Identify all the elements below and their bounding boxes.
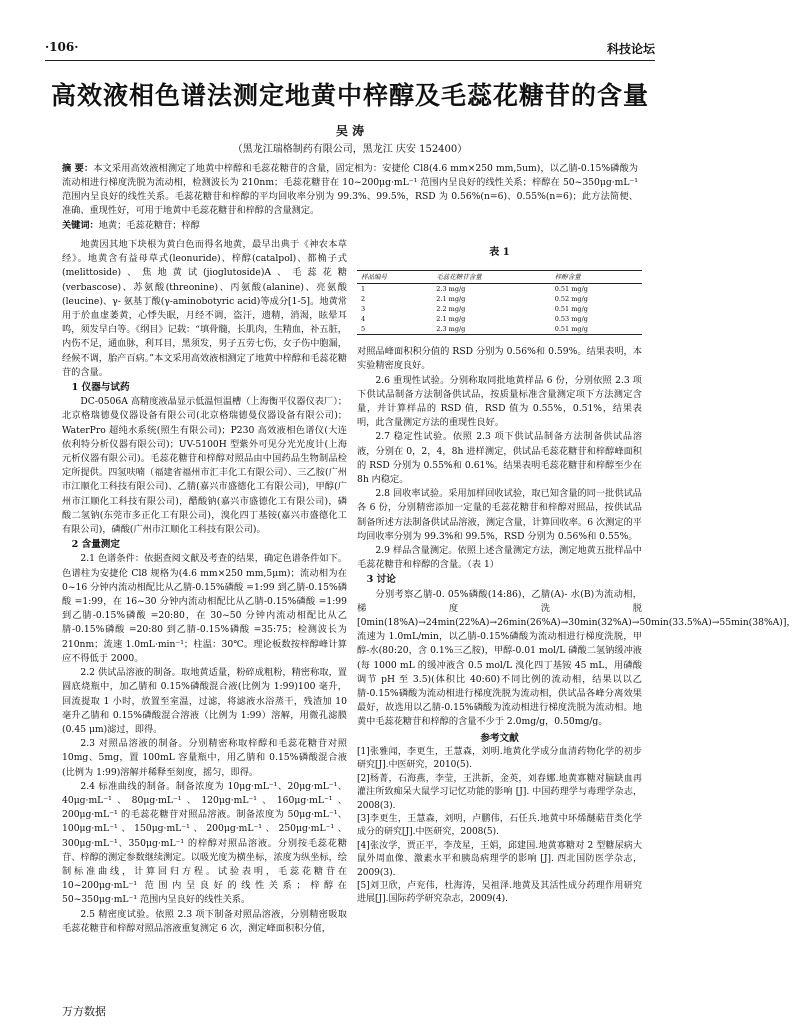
abstract bbox=[62, 162, 638, 233]
page-number: ·106· bbox=[45, 40, 79, 54]
paragraph-2-9: 2.9 样品含量测定。依照上述含量测定方法，测定地黄五批样品中毛蕊花糖苷和梓醇的含量。（表 1） bbox=[357, 545, 642, 571]
paragraph-2-1: 2.1 色谱条件：依据查阅文献及考查的结果，确定色谱条件如下。色谱柱为安捷伦 Cl8 规格为(4.6 mm×250 mm,5μm)；流动相为在 0~16 分钟内流动相配比从乙腈-0.15%磷酸 =1:99 到乙腈-0.15%磷酸 =1:99，在 16~30 分钟内流动相配比从乙腈-0.15%磷酸 =1:99 到乙腈-0.15%磷酸 =20:80，在 30~50 分钟内流动相配比从乙腈-0.15%磷酸 =20:80 到乙腈-0.15%磷酸 =35:75；检测波长为 210nm；流速 1.0mL·min⁻¹；柱温：30℃。理论板数按梓醇峰计算应不得低于 2000。 bbox=[62, 553, 347, 664]
reference-item: [3]李更生，王慧森，刘明，卢鹏伟，石任兵.地黄中环烯醚萜苷类化学成分的研究[J].中医研究，2008(5). bbox=[357, 813, 642, 838]
table-cell: 0.52 mg/g bbox=[554, 295, 588, 304]
intro-paragraph: 地黄因其地下块根为黄白色而得名地黄，最早出典于《神农本草经》。地黄含有益母草式(leonuride)、梓醇(catalpol)、都桷子式(melittoside)、焦地黄试(jioglutoside)A、毛蕊花糖(verbascose)、苏氨酸(threonine)、丙氨酸(alanine)、亮氨酸(leucine)、γ- 氨基丁酸(γ-aminobotyric acid)等成分[1-5]。地黄常用于於血虚萎黄，心悸失眠，月经不调，盗汗，遗精，消渴，眩晕耳鸣，须发早白等。《纲目》记载：“填骨髓，长肌肉，生精血，补五脏，内伤不足，通血脉，利耳目，黑须发，男子五劳七伤，女子伤中胞漏，经候不调，胎产百病。”本文采用高效液相测定了地黄中梓醇和毛蕊花糖苷的含量。 bbox=[62, 239, 347, 378]
keywords-label: 关键词： bbox=[62, 220, 99, 231]
paragraph-2-6: 2.6 重现性试验。分别称取同批地黄样品 6 份，分别依照 2.3 项下供试品制备方法制备供试品，按质量标准含量测定项下方法测定含量，并计算样品的 RSD 值，RSD 值为 0.55%，0.51%，结果表明，此含量测定方法的重现性良好。 bbox=[357, 374, 642, 429]
discussion-paragraph: 分别考察乙腈-0. 05%磷酸(14:86)，乙腈(A)- 水(B)为流动相，梯度洗脱[0min(18%A)→24min(22%A)→26min(26%A)→30min(32%A)→50min(33.5%A)→55min(38%A)]，流速为 1.0mL/min，以乙腈-0.15%磷酸为流动相进行梯度洗脱，甲醇-水(80:20，含 0.1%三乙胺)，甲醇-0.01 mol/L 磷酸二氢钠缓冲液(每 1000 mL 的缓冲液含 0.5 mol/L 溴化四丁基铵 45 mL，用磷酸调节 pH 至 3.5)(体积比 40:60)不同比例的流动相，结果以以乙腈-0.15%磷酸为流动相进行梯度洗脱为流动相，供试品各峰分离效果最好，故选用以乙腈-0.15%磷酸为流动相进行梯度洗脱为流动相。地黄中毛蕊花糖苷和梓醇的含量不少于 2.0mg/g，0.50mg/g。 bbox=[357, 588, 796, 728]
table-cell: 2.3 mg/g bbox=[432, 324, 550, 335]
section-heading-1: 1 仪器与试药 bbox=[71, 382, 130, 394]
page-header bbox=[45, 40, 655, 58]
instruments-paragraph: DC-0506A 高精度液晶显示低温恒温槽（上海衡平仪器仪表厂）；北京格瑞德曼仪器设备有限公司(北京格瑞德曼仪器设备有限公司)；WaterPro 超纯水系统(照生有限公司)；P230 高效液相色谱仪(大连依利特分析仪器有限公司)；UV-5100H 型紫外可见分光光度计(上海元析仪器有限公司)。毛蕊花糖苷和梓醇对照品由中国药品生物制品检定所提供。四氢呋喃（福建省福州市汇丰化工有限公司）、三乙胺(广州市江顺化工科技有限公司)、乙腈(嘉兴市盛德化工有限公司)，甲醇(广州市江顺化工科技有限公司)，醋酸钠(嘉兴市盛德化工有限公司)，磷酸二氢钠(东莞市多正化工有限公司)，溴化四丁基铵(嘉兴市盛德化工有限公司)，磷酸(广州市江顺化工科技有限公司)。 bbox=[62, 396, 347, 536]
table-cell: 0.53 mg/g bbox=[554, 315, 588, 324]
table-header: 样品编号 bbox=[357, 271, 432, 284]
table-row bbox=[357, 324, 642, 335]
table-cell: 2 bbox=[361, 295, 366, 304]
table-cell: 2.1 mg/g bbox=[436, 315, 466, 324]
section-name: 科技论坛 bbox=[606, 42, 655, 56]
reference-item: [1]张雅闻，李更生，王慧森，刘明.地黄化学成分血清药物化学的初步研究[J].中医研究，2010(5). bbox=[357, 746, 642, 771]
table-cell: 3 bbox=[361, 305, 366, 314]
paragraph-2-3: 2.3 对照品溶液的制备。分别精密称取梓醇和毛蕊花糖苷对照 10mg、5mg，置 100mL 容量瓶中，用乙腈和 0.15%磷酸混合液(比例为 1:99)溶解并稀释至刻度，摇匀，即得。 bbox=[62, 738, 347, 778]
section-heading-2: 2 含量测定 bbox=[71, 539, 120, 551]
table-row bbox=[357, 294, 642, 304]
paragraph-2-5: 2.5 精密度试验。依照 2.3 项下制备对照品溶液，分别精密吸取毛蕊花糖苷和梓醇对照品溶液重复测定 6 次，测定峰面积积分值， bbox=[62, 908, 347, 934]
table-row bbox=[357, 314, 642, 324]
table-cell: 5 bbox=[357, 324, 432, 335]
paragraph-2-8: 2.8 回收率试验。采用加样回收试验，取已知含量的同一批供试品各 6 份，分别精密添加一定量的毛蕊花糖苷和梓醇对照品，按供试品制备所述方法制备供试品溶液，测定含量，计算回收率。6 次测定的平均回收率分别为 99.3%和 99.5%，RSD 分别为 0.56%和 0.55%。 bbox=[357, 488, 642, 542]
references-title: 参考文献 bbox=[480, 732, 519, 744]
table-header: 毛蕊花糖苷含量 bbox=[432, 271, 550, 284]
table-cell: 0.51 mg/g bbox=[554, 305, 588, 314]
footer-watermark: 万方数据 bbox=[62, 1005, 106, 1018]
reference-item: [2]杨菁，石海燕，李莹，王洪新，金英，刘春娜.地黄寡糖对脑缺血再灌注所致痴呆大鼠学习记忆功能的影响 [J]. 中国药理学与毒理学杂志，2008(3). bbox=[357, 773, 642, 811]
paragraph-2-2: 2.2 供试品溶液的制备。取地黄适量，粉碎成粗粉，精密称取，置圆底烧瓶中，加乙腈和 0.15%磷酸混合液(比例为 1:99)100 毫升，回流提取 1 小时，放置至室温，过滤，将滤液水浴蒸干，残渣加 10 毫升乙腈和 0.15%磷酸混合溶液（比例为 1:99）溶解，用微孔滤膜(0.45 μm)滤过，即得。 bbox=[62, 667, 347, 735]
reference-item: [5]刘卫欣，卢兖伟，杜海涛，吴祖泽.地黄及其活性成分药理作用研究进展[J].国际药学研究杂志，2009(4). bbox=[357, 880, 642, 905]
article-title: 高效液相色谱法测定地黄中梓醇及毛蕊花糖苷的含量 bbox=[50, 81, 649, 110]
abstract-text: 本文采用高效液相测定了地黄中梓醇和毛蕊花糖苷的含量，固定相为：安捷伦 Cl8(4.6 mm×250 mm,5um)，以乙腈-0.15%磷酸为流动相进行梯度洗脱为流动相，检测波长为 210nm；毛蕊花糖苷在 10~200μg·mL⁻¹ 范围内呈良好的线性关系；梓醇在 50~350μg·mL⁻¹ 范围内呈良好的线性关系。毛蕊花糖苷和梓醇的平均回收率分别为 99.3%、99.5%，RSD 为 0.56%(n=6)、0.55%(n=6)；此方法简便、准确、重现性好，可用于地黄中毛蕊花糖苷和梓醇的含量测定。 bbox=[62, 163, 639, 216]
table-title: 表 1 bbox=[489, 247, 510, 258]
left-column bbox=[62, 238, 347, 936]
author: 吴 涛 bbox=[335, 124, 365, 138]
table-cell: 0.51 mg/g bbox=[554, 285, 588, 294]
paragraph-2-7: 2.7 稳定性试验。依照 2.3 项下供试品制备方法制备供试品溶液，分别在 0，2，4，8h 进样测定，供试品毛蕊花糖苷和梓醇峰面积的 RSD 分别为 0.55%和 0.61%。结果表明毛蕊花糖苷和梓醇至少在 8h 内稳定。 bbox=[357, 431, 642, 486]
table-cell: 1 bbox=[361, 285, 366, 294]
table-cell: 0.51 mg/g bbox=[551, 324, 642, 335]
table-row bbox=[357, 284, 642, 295]
table-cell: 2.1 mg/g bbox=[436, 295, 466, 304]
content-table bbox=[357, 270, 642, 335]
affiliation: （黑龙江瑞格制药有限公司，黑龙江 庆安 152400） bbox=[232, 144, 468, 155]
reference-item: [4]张汝学，贾正平，李茂星，王娟，邱建国.地黄寡糖对 2 型糖尿病大鼠外周血像、激素水平和胰岛病理学的影响 [J]. 西北国防医学杂志，2009(3). bbox=[357, 840, 642, 878]
keywords: 地黄；毛蕊花糖苷；梓醇 bbox=[98, 220, 200, 231]
table-cell: 4 bbox=[361, 315, 366, 324]
header-rule bbox=[45, 60, 655, 61]
table-cell: 2.2 mg/g bbox=[436, 305, 466, 314]
paragraph-2-4: 2.4 标准曲线的制备。制备浓度为 10μg·mL⁻¹、20μg·mL⁻¹、40μg·mL⁻¹、80μg·mL⁻¹、120μg·mL⁻¹、160μg·mL⁻¹、200μg·mL⁻¹ 的毛蕊花糖苷对照品溶液。制备浓度为 50μg·mL⁻¹、100μg·mL⁻¹、150μg·mL⁻¹、200μg·mL⁻¹、250μg·mL⁻¹、300μg·mL⁻¹、350μg·mL⁻¹ 的梓醇对照品溶液。分别按毛蕊花糖苷、梓醇的测定参数继续测定。以吸光度为横坐标，浓度为纵坐标，绘制标准曲线，计算回归方程。试验表明，毛蕊花糖苷在 10~200μg·mL⁻¹ 范围内呈良好的线性关系；梓醇在 50~350μg·mL⁻¹ 范围内呈良好的线性关系。 bbox=[62, 780, 347, 906]
table-header: 梓醇含量 bbox=[551, 271, 642, 284]
table-row bbox=[357, 304, 642, 314]
paragraph-2-5-cont: 对照品峰面积积分值的 RSD 分别为 0.56%和 0.59%。结果表明，本实验精密度良好。 bbox=[357, 346, 642, 372]
section-heading-3: 3 讨论 bbox=[366, 574, 396, 586]
table-cell: 2.3 mg/g bbox=[436, 285, 466, 294]
abstract-label: 摘 要： bbox=[62, 163, 94, 174]
right-column bbox=[357, 238, 796, 907]
